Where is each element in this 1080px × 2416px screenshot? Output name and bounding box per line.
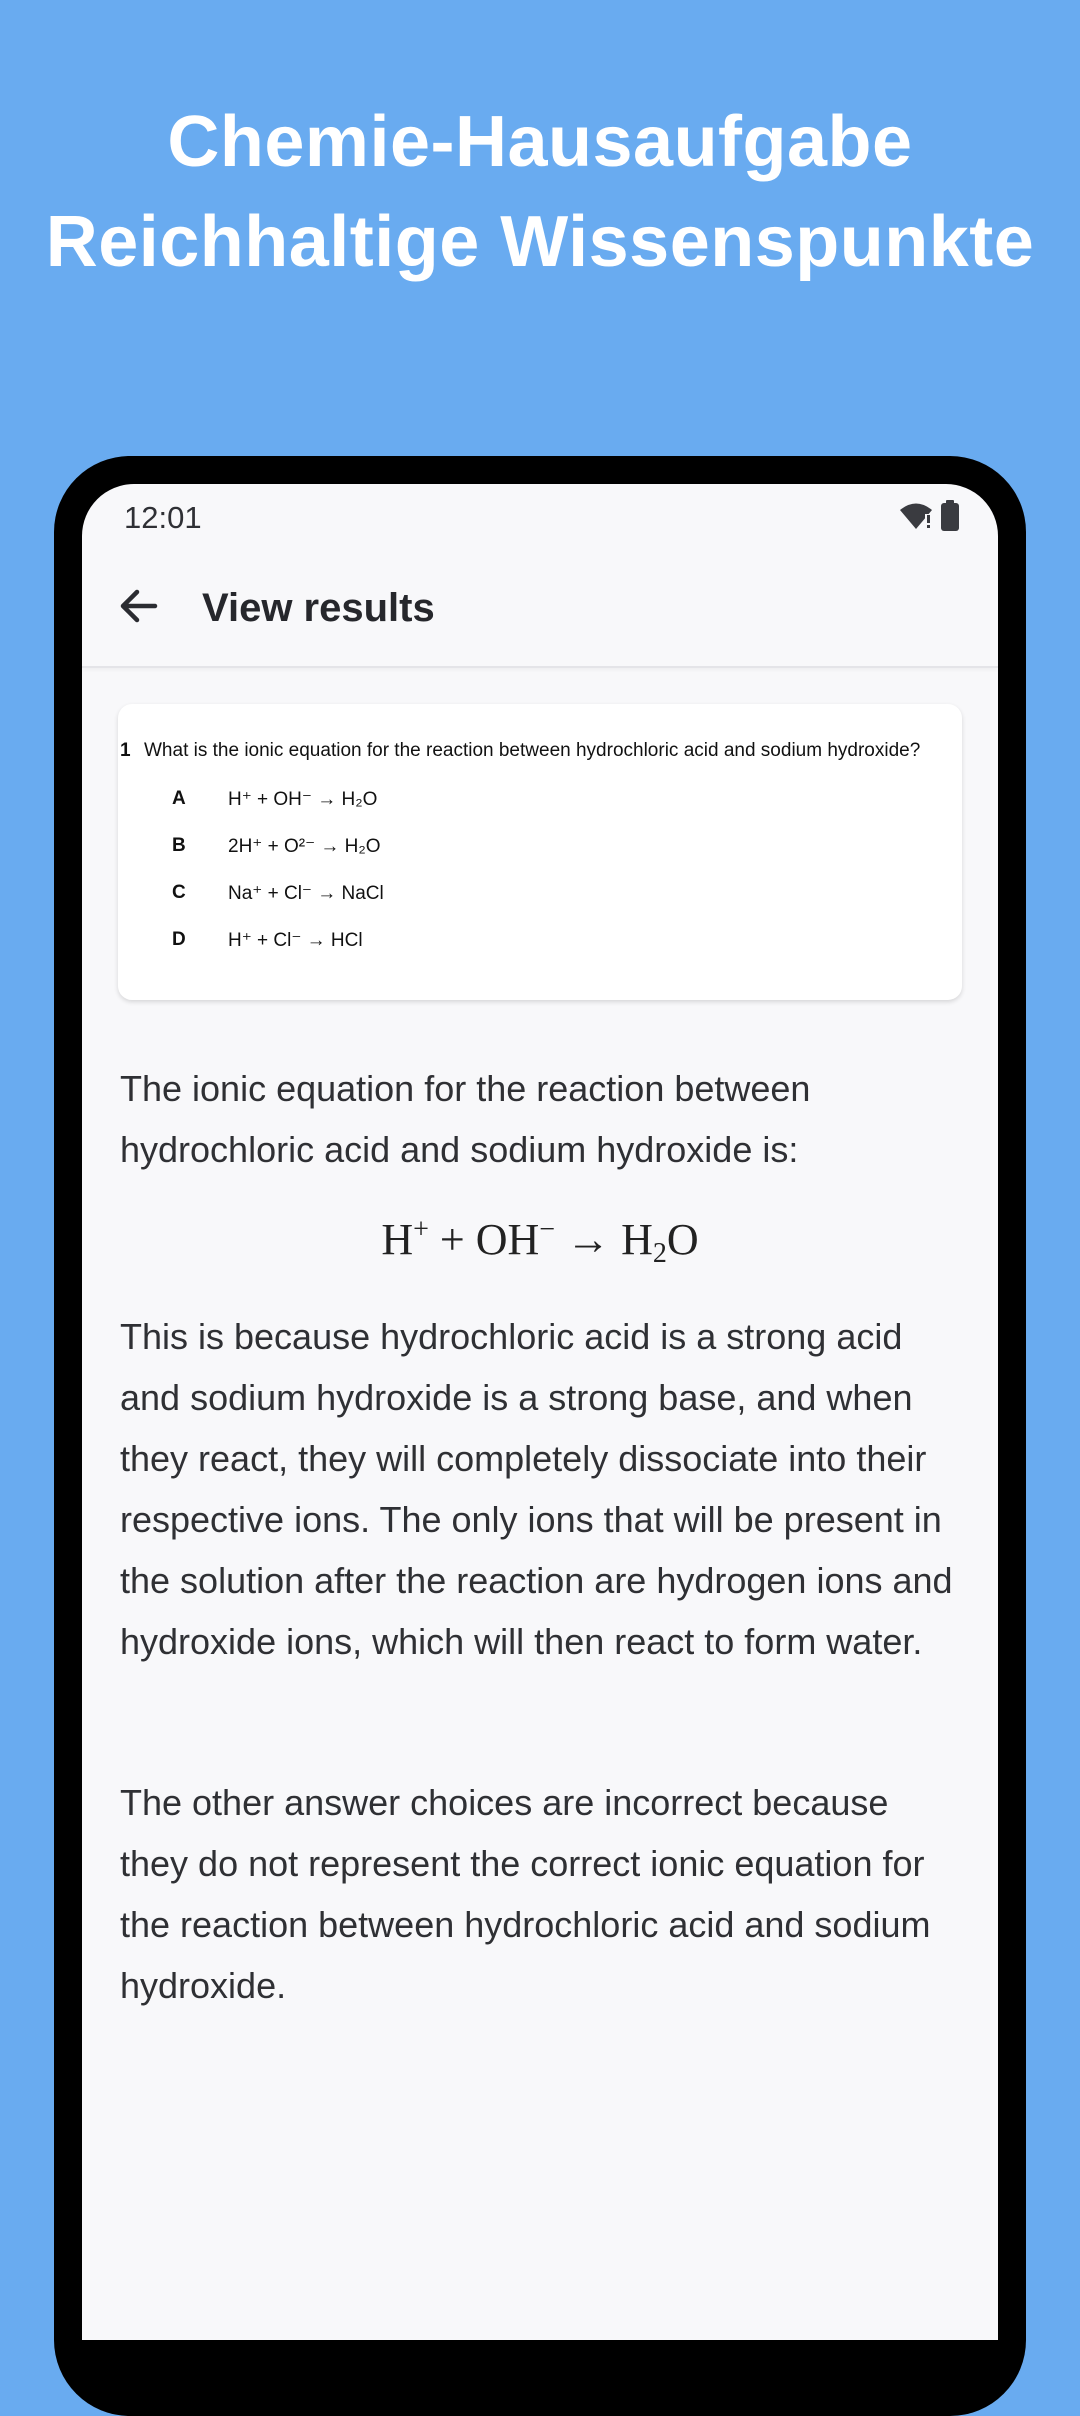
equation-hydrogen-charge: + xyxy=(413,1214,429,1245)
answer-paragraph-1: This is because hydrochloric acid is a strong acid and sodium hydroxide is a strong base, and when they react, they will completely dissociate into their respective ions. The only ions that will be present in the solution after the reaction are hydrogen ions and hydroxide ions, which will then react to form water. xyxy=(120,1316,953,1662)
question-text: What is the ionic equation for the reaction between hydrochloric acid and sodium hydroxide? xyxy=(144,740,921,761)
equation-water-h: H xyxy=(621,1215,653,1264)
option-formula: H⁺ + OH⁻ → H₂O xyxy=(228,789,378,810)
option-formula: 2H⁺ + O²⁻ → H₂O xyxy=(228,836,381,857)
option-letter: D xyxy=(172,929,186,950)
battery-icon xyxy=(940,500,960,537)
equation-hydroxide-charge: − xyxy=(539,1214,556,1245)
option-formula: H⁺ + Cl⁻ → HCl xyxy=(228,930,363,951)
equation-water-subscript: 2 xyxy=(652,1238,667,1269)
status-time: 12:01 xyxy=(124,500,202,535)
phone-screen xyxy=(82,484,998,2340)
option-formula: Na⁺ + Cl⁻ → NaCl xyxy=(228,883,384,904)
question-option xyxy=(118,788,962,818)
status-bar xyxy=(82,484,998,552)
back-button[interactable] xyxy=(112,582,164,634)
equation-hydroxide: OH xyxy=(475,1215,540,1264)
promo-title-line-2: Reichhaltige Wissenspunkte xyxy=(45,202,1035,282)
ionic-equation xyxy=(82,1214,998,1270)
app-bar-title: View results xyxy=(202,586,435,630)
wifi-icon xyxy=(898,501,934,536)
question-image-card[interactable] xyxy=(118,704,962,1000)
status-icons xyxy=(898,500,960,536)
question-option xyxy=(118,835,962,865)
answer-paragraph-2: The other answer choices are incorrect because they do not represent the correct ionic equation for the reaction between hydrochloric acid and sodium hydroxide. xyxy=(120,1782,931,2006)
promo-title xyxy=(0,92,1080,292)
app-bar xyxy=(82,552,998,668)
option-letter: C xyxy=(172,882,186,903)
option-letter: A xyxy=(172,788,186,809)
answer-intro: The ionic equation for the reaction between hydrochloric acid and sodium hydroxide is: xyxy=(120,1068,811,1170)
promo-title-line-1: Chemie-Hausaufgabe xyxy=(167,102,913,182)
question-option xyxy=(118,882,962,912)
back-arrow-icon xyxy=(117,585,159,632)
question-number: 1 xyxy=(120,740,131,761)
equation-plus: + xyxy=(439,1215,465,1264)
question-option xyxy=(118,929,962,959)
equation-hydrogen: H xyxy=(381,1215,414,1264)
option-letter: B xyxy=(172,835,186,856)
equation-arrow: → xyxy=(566,1215,611,1264)
equation-water-o: O xyxy=(666,1215,699,1264)
